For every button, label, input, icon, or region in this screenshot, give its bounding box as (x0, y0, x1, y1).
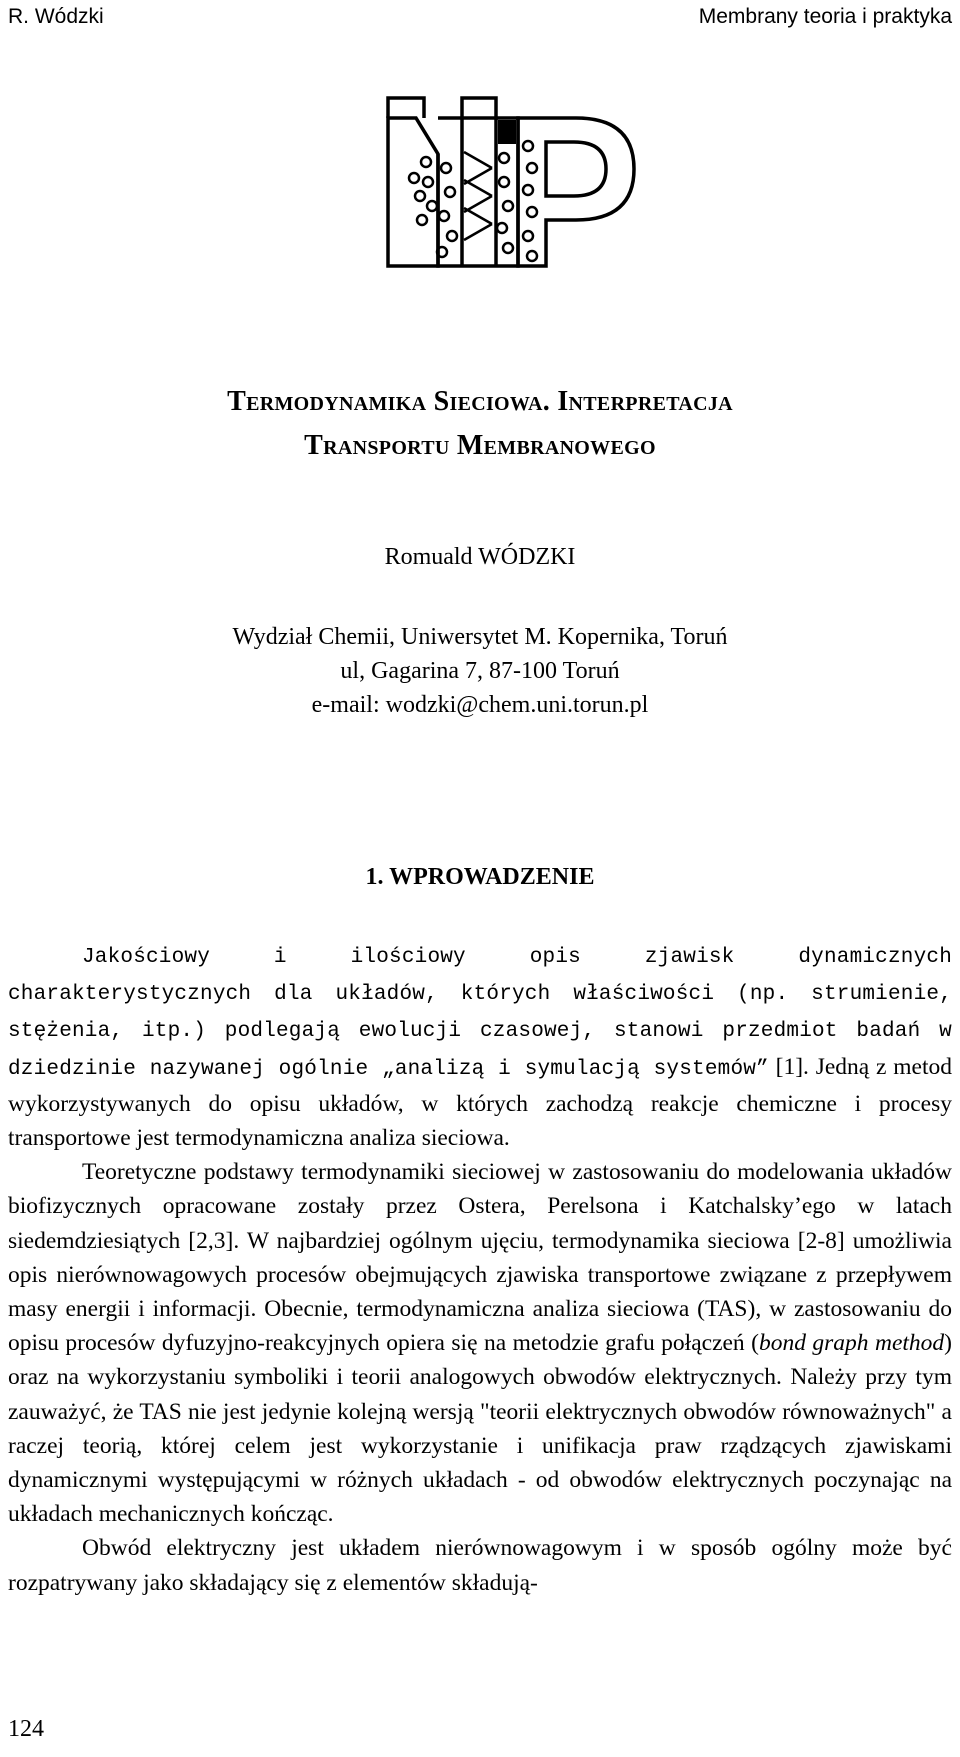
page-number: 124 (8, 1716, 44, 1742)
body-text (8, 938, 952, 1600)
article-title (0, 380, 960, 468)
running-header (0, 0, 960, 40)
section-heading: 1. WPROWADZENIE (365, 864, 595, 890)
affiliation-line-1: Wydział Chemii, Uniwersytet M. Kopernika, Toruń (232, 624, 728, 650)
affiliation-line-2: ul, Gagarina 7, 87-100 Toruń (340, 658, 620, 684)
paragraph-3: Obwód elektryczny jest układem nierównowagowym i w sposób ogólny może być rozpatrywany jako składający się z elementów składują- (8, 1535, 952, 1596)
mtp-logo (380, 96, 644, 272)
paragraph-1-rest: [1]. Jedną z metod wykorzystywanych do opisu układów, w których zachodzą reakcje chemiczne i procesy transportowe jest termodynamiczna analiza sieciowa. (8, 1053, 952, 1152)
italic-term: bond graph method (758, 1330, 945, 1357)
affiliation-email: e-mail: wodzki@chem.uni.torun.pl (311, 692, 649, 718)
paragraph-1 (8, 938, 952, 1155)
author-name: Romuald WÓDZKI (384, 544, 576, 570)
header-journal: Membrany teoria i praktyka (698, 5, 952, 28)
paragraph-2: Teoretyczne podstawy termodynamiki sieciowej w zastosowaniu do modelowania układów biofizycznych opracowane zostały przez Ostera, Perelsona i Katchalsky’ego w latach siedemdziesiątych [2,3]. W najbardziej ogólnym ujęciu, termodynamika sieciowa [2-8] umożliwia opis nierównowagowych procesów obejmujących zjawiska transportowe związane z przepływem masy energii i informacji. Obecnie, termodynamiczna analiza sieciowa (TAS), w zastosowaniu do opisu procesów dyfuzyjno-reakcyjnych opiera się na metodzie grafu połączeń (bond graph method) oraz na wykorzystaniu symboliki i teorii analogowych obwodów elektrycznych. Należy przy tym zauważyć, że TAS nie jest jedynie kolejną wersją "teorii elektrycznych obwodów równoważnych" a raczej teorią, której celem jest wykorzystanie i unifikacja praw rządzących zjawiskami dynamicznymi występującymi w różnych układach - od obwodów elektrycznych poczynając na układach mechanicznych kończąc. (8, 1159, 952, 1528)
title-line-2: Transportu Membranowego (304, 430, 656, 461)
affiliation (0, 620, 960, 722)
header-author: R. Wódzki (8, 5, 104, 28)
title-line-1: Termodynamika Sieciowa. Interpretacja (227, 386, 733, 417)
paragraph-1-intro: Jakościowy i ilościowy opis zjawisk dynamicznych charakterystycznych dla układów, których właściwości (np. strumienie, stężenia, itp.) podlegają ewolucji czasowej, stanowi przedmiot badań w dziedzinie nazywanej ogólnie „analizą i symulacją systemów” (8, 946, 952, 1081)
